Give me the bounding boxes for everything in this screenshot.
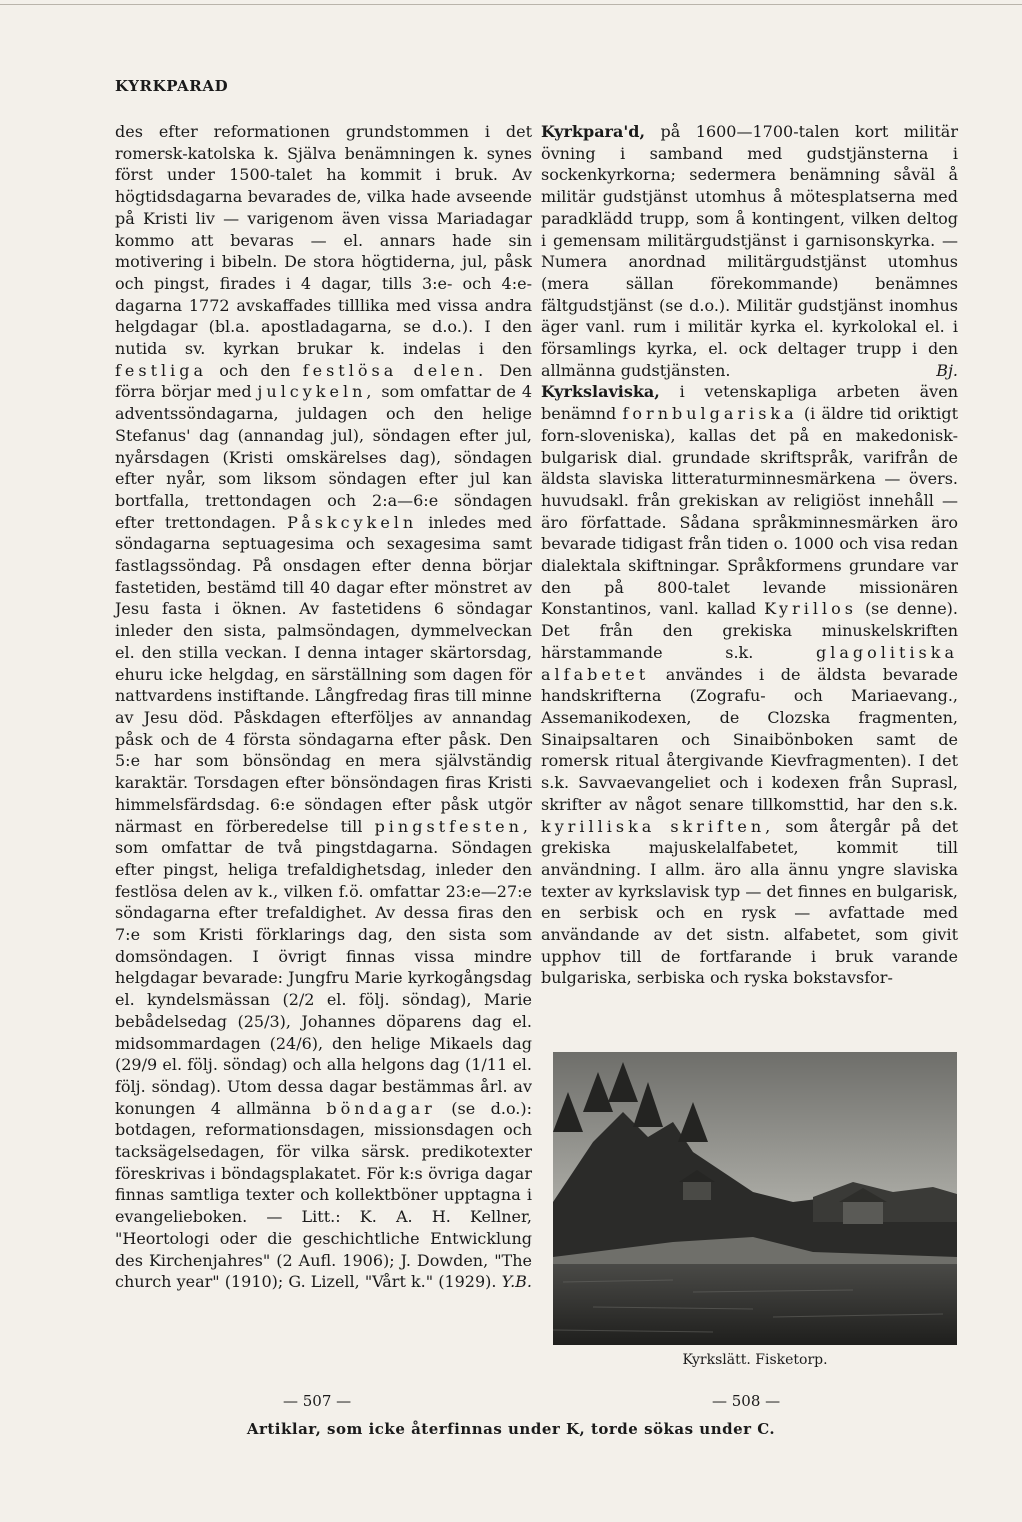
- text-run: som omfattar de två pingstdagarna. Söndagen efter pingst, heliga trefaldighetsdag, inleder den festlösa delen av k., vilken f.ö. omfattar 23:e—27:e söndagarna efter trefaldighet. Av dessa firas den 7:e som Kristi förklarings dag, den sista som domsöndagen. I övrigt finnas vissa mindre helgdagar bevarade: Jungfru Marie kyrkogångsdag el. kyndelsmässan (: [115, 838, 532, 1010]
- date-fraction: 29/9: [121, 1055, 158, 1075]
- date-fraction: 25/3: [243, 1011, 280, 1031]
- running-head: KYRKPARAD: [115, 77, 229, 95]
- page-number-right: — 508 —: [712, 1392, 781, 1410]
- spaced-term-paskcykeln: Påskcykeln: [287, 512, 418, 532]
- page-number-left: — 507 —: [283, 1392, 352, 1410]
- spaced-term-julcykeln: julcykeln,: [257, 382, 376, 402]
- date-fraction: 24/6: [275, 1033, 312, 1053]
- photo-fisketorp: [553, 1052, 957, 1345]
- text-run: som återgår på det grekiska majuskelalfabetet, kommit till användning. I allm. äro alla ännu yngre slaviska texter av kyrkslavisk typ — det finnes en bulgarisk, en serbisk och en rysk — avfattade med användande av det sistn. alfabetet, som givit upphov till de fortfarande i bruk varande bulgariska, serbiska och ryska bokstavsfor-: [541, 816, 958, 988]
- date-fraction: 2/2: [288, 990, 315, 1010]
- text-run: des efter reformationen grundstommen i det romersk-katolska k. Själva benämningen k. synes först under 1500-talet ha kommit i bruk. Av högtidsdagarna bevarades de, vilka hade avseende på Kristi liv — varigenom även vissa Mariadagar kommo att bevaras — el. annars hade sin motivering i bibeln. De stora högtiderna, jul, påsk och pingst, firades i 4 dagar, tills 3:e- och 4:e-dagarna 1772 avskaffades tilllika med vissa andra helgdagar (bl.a. apostladagarna, se d.o.). I den nutida sv. kyrkan brukar k. indelas i den: [115, 122, 532, 359]
- right-column: [541, 121, 958, 989]
- entry-headword: Kyrkpara'd,: [541, 122, 646, 141]
- entry-headword: Kyrkslaviska,: [541, 382, 660, 402]
- date-fraction: 1/11: [471, 1055, 508, 1075]
- photo-illustration: [553, 1052, 957, 1345]
- spaced-term-festliga: festliga: [115, 360, 208, 380]
- author-signature: Bj.: [936, 360, 958, 380]
- text-run: el. följ. söndag) och alla helgons dag (: [157, 1055, 472, 1075]
- spaced-term-kyrilliska: kyrilliska skriften,: [541, 816, 775, 836]
- text-run: ), den helige Mikaels dag (: [115, 1033, 532, 1075]
- entry-kyrkparad: [541, 121, 958, 381]
- text-run: (i äldre tid oriktigt forn-sloveniska), kallas det på en makedonisk-bulgarisk dial. grundade skriftspråk, varifrån de äldsta slaviska litteraturminnesmärkena — övers. huvudsakl. från grekiskan av religiöst innehåll — äro författade. Sådana språkminnesmärken äro bevarade tidigast från tiden o. 1000 och visa redan dialektala skiftningar. Språkformens grundare var den på 800-talet levande missionären Konstantinos, vanl. kallad: [541, 404, 958, 619]
- text-run: som omfattar de 4 adventssöndagarna, juldagen och den helige Stefanus' dag (annandag jul), söndagen efter jul, nyårsdagen (Kristi omskärelses dag), söndagen efter nyår, som liksom söndagen efter jul kan bortfalla, trettondagen och 2:a—6:e söndagen efter trettondagen.: [115, 382, 532, 532]
- text-run: (se denne). Det från den grekiska minuskelskriften härstammande s.k.: [541, 599, 958, 662]
- text-run: ), Johannes döparens dag el. midsommardagen (: [115, 1011, 532, 1053]
- entry-kyrkslaviska: [541, 381, 958, 989]
- photo-caption: Kyrkslätt. Fisketorp.: [682, 1352, 828, 1368]
- text-run: och den: [219, 360, 291, 380]
- spaced-term-glagolitiska: glagolitiska alfabetet: [541, 642, 958, 684]
- spaced-term-bondagar: böndagar: [326, 1098, 436, 1118]
- spaced-term-pingstfesten: pingstfesten,: [374, 816, 532, 836]
- left-column: [115, 121, 532, 1293]
- left-text: [115, 121, 532, 1293]
- spaced-term-festlosa: festlösa delen.: [302, 360, 488, 380]
- author-signature: Y.B.: [501, 1272, 532, 1292]
- text-run: Den förra börjar med: [115, 360, 533, 402]
- text-run: på 1600—1700-talen kort militär övning i samband med gudstjänsterna i sockenkyrkorna; sedermera benämning såväl å militär gudstjänst utomhus å mötesplatserna med paradklädd trupp, som å kontingent, vilken deltog i gemensam militärgudstjänst i garnisonskyrka. — Numera anordnad militärgudstjänst utomhus (mera sällan förekommande) benämnes fältgudstjänst (se d.o.). Militär gudstjänst inomhus äger vanl. rum i militär kyrka el. kyrkolokal el. i församlings kyrka, el. ock deltager trupp i den allmänna gudstjänsten.: [541, 122, 958, 380]
- text-run: (se d.o.): botdagen, reformationsdagen, missionsdagen och tacksägelsedagen, för vilka särsk. predikotexter föreskrivas i böndagsplakatet. För k:s övriga dagar finnas samtliga texter och kollektböner upptagna i evangelieboken. — Litt.: K. A. H. Kellner, "Heortologi oder die geschichtliche Entwicklung des Kirchenjahres" (2 Aufl. 1906); J. Dowden, "The church year" (1910); G. Lizell, "Vårt k." (1929).: [115, 1098, 533, 1292]
- top-rule: [0, 4, 1022, 5]
- text-run: el. följ. söndag), Marie bebådelsedag (: [115, 990, 533, 1031]
- text-run: el. följ. söndag). Utom dessa dagar bestämmas årl. av konungen 4 allmänna: [115, 1055, 532, 1118]
- spaced-term-fornbulgariska: fornbulgariska: [622, 404, 798, 424]
- text-run: användes i de äldsta bevarade handskrifterna (Zografu- och Mariaevang., Assemanikodexen, de Clozska fragmenten, Sinaipsaltaren och Sinaibönboken samt de romersk ritual återgivande Kievfragmenten). I det s.k. Savvaevangeliet och i kodexen från Suprasl, skrifter av något senare tillkomsttid, har den s.k.: [541, 664, 958, 814]
- spaced-term-kyrillos: Kyrillos: [764, 599, 857, 619]
- text-run: inledes med söndagarna septuagesima och sexagesima samt fastlagssöndag. På onsdagen efter denna börjar fastetiden, bestämd till 40 dagar efter mönstret av Jesu fasta i öknen. Av fastetidens 6 söndagar inleder den sista, palmsöndagen, dymmelveckan el. den stilla veckan. I denna intager skärtorsdag, ehuru icke helgdag, en särställning som dagen för nattvardens instiftande. Långfredag firas till minne av Jesu död. Påskdagen efterföljes av annandag påsk och de 4 första söndagarna efter påsk. Den 5:e har som bönsöndag en mera självständig karaktär. Torsdagen efter bönsöndagen firas Kristi himmelsfärdsdag. 6:e söndagen efter påsk utgör närmast en förberedelse till: [115, 512, 532, 836]
- text-run: i vetenskapliga arbeten även benämnd: [541, 382, 958, 424]
- footer-note: Artiklar, som icke återfinnas under K, torde sökas under C.: [246, 1420, 776, 1438]
